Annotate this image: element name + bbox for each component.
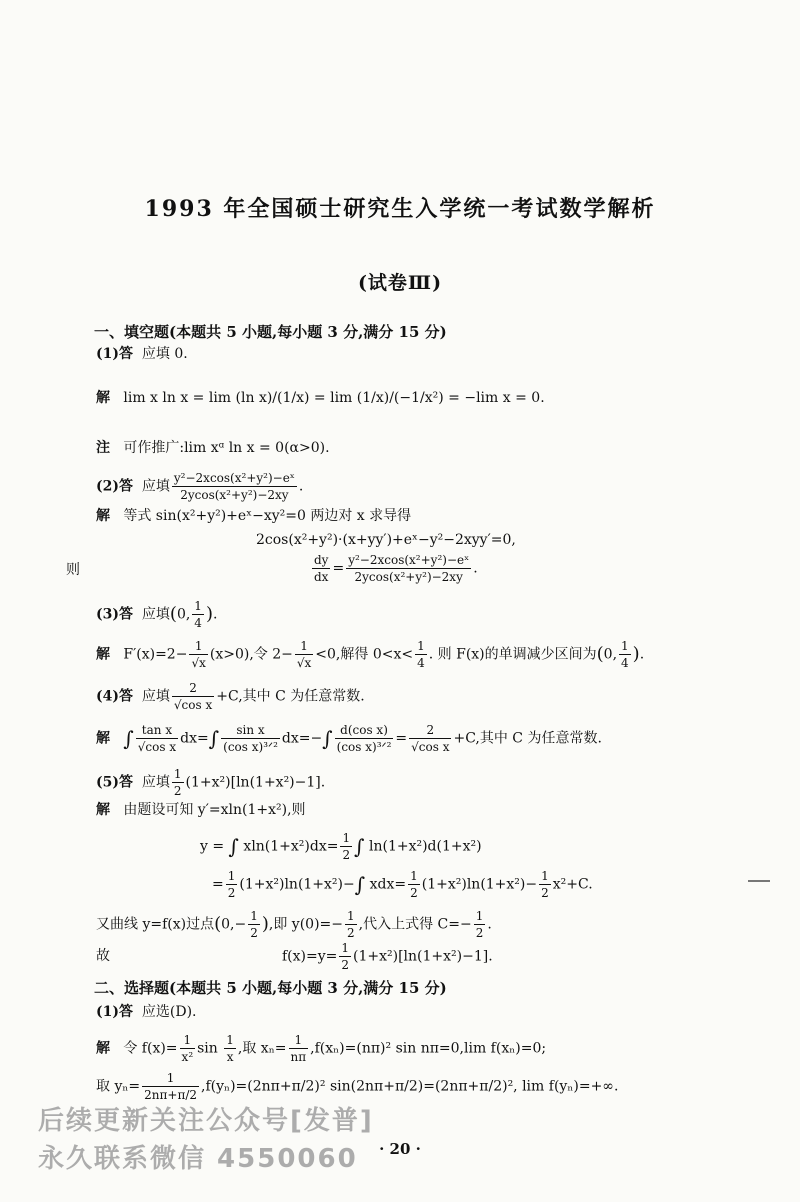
page-title: 1993 年全国硕士研究生入学统一考试数学解析 [144,196,656,222]
q3-solution-label: 解 [96,646,110,663]
q3-solution-part2: (x>0),令 2− [209,646,293,663]
q1-note-math: lim xᵅ ln x = 0(α>0). [184,440,330,456]
q2-answer-text: 应填 [141,478,170,495]
q3-solution-part3: <0,解得 0<x< [315,646,414,663]
q1-solution [96,388,545,408]
q5-solution [96,800,306,820]
watermark-line2: 永久联系微信 4550060 [38,1144,358,1174]
q1-answer-prefix: (1)答 [96,346,133,362]
q5-curve-mid: ,即 y(0)=− [268,916,343,933]
q5-final-lhs: f(x)=y= [282,948,338,965]
q1-note-text: 可作推广: [123,440,185,456]
q3-answer-text: 应填 [141,606,170,623]
q2-dydx-fraction [312,552,330,585]
q3-solution: 解 F′(x)=2− $\frac{1}{√x}$ (x>0),令 2− $\frac{1}{√x}$ <0,解得 0<x< $\frac{1}{4}$ . 则 F(x)的单调减少区间为(0, $\frac{1}{4}$ ). [96,639,645,670]
q1-note-label: 注 [96,440,110,456]
q5-final: f(x)=y= $\frac{1}{2}$ (1+x²)[ln(1+x²)−1]. [282,941,493,972]
s2-q1-sol-text1: 令 f(x)= [123,1040,178,1057]
s2-q1-sol-text2: sin [197,1040,218,1057]
q5-answer-text: 应填 [141,774,170,791]
q5-answer-tail: (1+x²)[ln(1+x²)−1]. [185,774,326,791]
watermark-line1: 后续更新关注公众号[发普] [38,1106,374,1136]
s2-q1-answer-prefix: (1)答 [96,1004,133,1020]
s2-q1-take-tail: ,f(yₙ)=(2nπ+π/2)² sin(2nπ+π/2)=(2nπ+π/2)², lim f(yₙ)=+∞. [201,1078,619,1095]
s2-q1-take: 取 yₙ= $\frac{1}{2n\pi+\pi/2}$ ,f(yₙ)=(2nπ+π/2)² sin(2nπ+π/2)=(2nπ+π/2)², lim f(yₙ)=+∞. [96,1071,619,1102]
page-number: · 20 · [379,1140,421,1158]
q2-answer: (2)答 应填 $\frac{\text{y²−2xcos(x²+y²)−eˣ}}{\text{2ycos(x²+y²)−2xy}}$ . [96,471,304,502]
q2-answer-denominator: 2ycos(x²+y²)−2xy [180,488,289,502]
q4-answer-tail: +C,其中 C 为任意常数. [216,688,365,705]
section2-heading: 二、选择题(本题共 5 小题,每小题 3 分,满分 15 分) [94,979,447,997]
q5-integral-line1: y = ∫ xln(1+x²)dx= $\frac{1}{2}$ ∫ ln(1+x²)d(1+x²) [200,831,482,862]
q1-note [96,438,330,458]
q1-answer-text: 应填 0. [141,346,188,362]
q4-answer-text: 应填 [141,688,170,705]
q3-solution-part4: . 则 F(x)的单调减少区间为 [428,646,597,663]
q2-result-fraction [346,552,471,585]
q1-solution-math: lim x ln x = lim (ln x)/(1/x) = lim (1/x)/(−1/x²) = −lim x = 0. [123,390,545,406]
q2-result-denominator: 2ycos(x²+y²)−2xy [354,570,463,584]
q5-solution-label: 解 [96,802,110,818]
q2-dy: dy [314,553,329,567]
q5-curve-condition: 又曲线 y=f(x)过点(0,− $\frac{1}{2}$ ),即 y(0)=− $\frac{1}{2}$ ,代入上式得 C=− $\frac{1}{2}$ . [96,909,492,940]
s2-q1-answer [96,1002,197,1022]
q4-answer-prefix: (4)答 [96,688,133,705]
q4-solution-label: 解 [96,730,110,747]
q4-solution: 解 ∫ $\frac{\text{tan x}}{\text{√cos x}}$ dx=∫ $\frac{\text{sin x}}{\text{(cos x)³ᐟ²}}$ dx=−∫ $\frac{\text{d(cos x)}}{\text{(cos x)³ᐟ²}}$ = $\frac{2}{\text{√cos x}}$ +C,其中 C 为任意常数. [96,723,602,754]
q2-result-numerator: y²−2xcos(x²+y²)−eˣ [348,553,470,567]
q3-solution-part1: F′(x)=2− [123,646,188,663]
q1-answer [96,344,188,364]
q3-answer-prefix: (3)答 [96,606,133,623]
s2-q1-answer-text: 应选(D). [141,1004,197,1020]
q5-curve-text: 又曲线 y=f(x)过点 [96,916,215,933]
scan-speck [748,880,770,882]
q2-derivative-equation: 2cos(x²+y²)·(x+yy′)+eˣ−y²−2xyy′=0, [256,532,516,548]
q5-final-rhs: (1+x²)[ln(1+x²)−1]. [353,948,493,965]
q2-solution-text: 等式 sin(x²+y²)+eˣ−xy²=0 两边对 x 求导得 [123,508,412,524]
s2-q1-sol-text4: ,f(xₙ)=(nπ)² sin nπ=0,lim f(xₙ)=0; [310,1040,547,1057]
q2-solution-label: 解 [96,508,110,524]
q2-ze-label: 则 [66,562,80,578]
q5-answer: (5)答 应填 $\frac{1}{2}$ (1+x²)[ln(1+x²)−1]. [96,767,326,798]
q5-gu-label: 故 [96,948,110,964]
q5-answer-prefix: (5)答 [96,774,133,791]
q5-integral-line2: = $\frac{1}{2}$ (1+x²)ln(1+x²)−∫ xdx= $\frac{1}{2}$ (1+x²)ln(1+x²)− $\frac{1}{2}$ x²+C. [212,869,593,900]
s2-q1-take-text: yₙ= [114,1078,141,1095]
q5-curve-mid2: ,代入上式得 C=− [358,916,472,933]
s2-q1-take-label: 取 [96,1078,110,1095]
page-subtitle: (试卷Ⅲ) [357,272,443,294]
s2-q1-sol-text3: ,取 xₙ= [237,1040,287,1057]
q2-dx: dx [314,570,329,584]
q2-answer-prefix: (2)答 [96,478,133,495]
q2-answer-fraction [172,470,297,503]
section1-heading: 一、填空题(本题共 5 小题,每小题 3 分,满分 15 分) [94,323,447,341]
s2-q1-solution-label: 解 [96,1040,110,1057]
q1-solution-label: 解 [96,390,110,406]
q2-solution [96,506,411,526]
q5-solution-text: 由题设可知 y′=xln(1+x²),则 [123,802,306,818]
s2-q1-solution: 解 令 f(x)= $\frac{1}{\text{x²}}$ sin $\frac{1}{x}$ ,取 xₙ= $\frac{1}{n\pi}$ ,f(xₙ)=(nπ)² sin nπ=0,lim f(xₙ)=0; [96,1033,547,1064]
q2-answer-numerator: y²−2xcos(x²+y²)−eˣ [173,471,295,485]
q4-answer: (4)答 应填 $\frac{2}{\text{√cos x}}$ +C,其中 C 为任意常数. [96,681,365,712]
q4-solution-tail: +C,其中 C 为任意常数. [453,730,602,747]
q2-dydx: $\frac{dy}{dx}$ = $\frac{\text{y²−2xcos(x²+y²)−eˣ}}{\text{2ycos(x²+y²)−2xy}}$ . [314,553,478,584]
q3-answer: (3)答 应填(0, $\frac{1}{4}$ ). [96,599,218,630]
